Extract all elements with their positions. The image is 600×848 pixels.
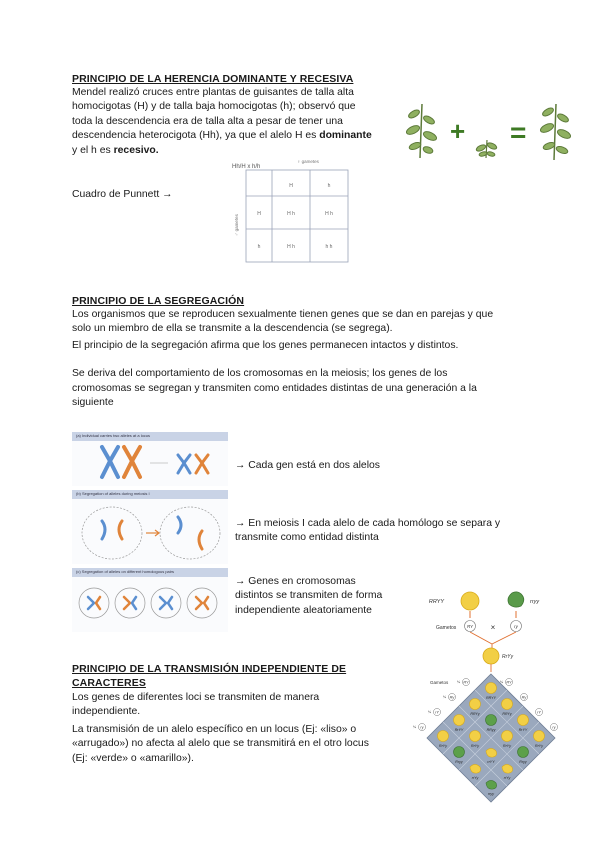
gamete-ry-small: ry	[514, 624, 518, 629]
gamete-top: RY	[506, 680, 512, 685]
quarter-fraction: ¼	[443, 695, 446, 699]
yellow-pea-icon	[534, 731, 545, 742]
segregation-figure	[72, 432, 228, 632]
text-line: Los organismos que se reproducen sexualmente tienen genes que se dan en parejas y que	[72, 309, 494, 320]
yellow-pea-icon	[470, 699, 481, 710]
punnett-row-header: H	[257, 211, 261, 217]
genotype-cell-label: rrYy	[503, 776, 511, 780]
punnett-label: Cuadro de Punnett →	[72, 189, 173, 200]
paragraph-segregation	[72, 308, 542, 410]
wrinkled-green-pea-icon	[508, 592, 524, 607]
f2-gametes-label: Gametos	[430, 680, 449, 685]
independent-chromosomes-illustration	[72, 577, 228, 632]
quarter-fraction: ¼	[428, 710, 431, 714]
punnett-cell: H h	[287, 244, 295, 250]
text-line: independiente.	[72, 706, 141, 718]
text-line: y el h es recesivo.	[72, 144, 159, 156]
genotype-cell-label: RrYy	[503, 744, 511, 748]
text-line: (Ej: «verde» o «amarillo»).	[72, 752, 194, 764]
genotype-cell-label: RrYy	[535, 744, 543, 748]
genotype-cell-label: RRYy	[502, 712, 512, 716]
plus-sign: +	[450, 116, 466, 146]
round-yellow-pea-icon	[461, 592, 479, 610]
punnett-cell: h h	[325, 244, 333, 250]
paragraph-dominant-recessive	[72, 86, 402, 158]
genotype-cell-label: RrYy	[471, 744, 479, 748]
figure-panel-b	[72, 490, 228, 564]
heading-segregation: PRINCIPIO DE LA SEGREGACIÓN	[72, 295, 245, 307]
genotype-cell-label: RRYy	[470, 712, 480, 716]
genotype-cell-label: RrYY	[454, 728, 464, 732]
punnett-col-header: h	[327, 183, 331, 189]
tall-plant-icon	[405, 104, 438, 158]
genotype-cell-label: rryy	[488, 792, 494, 796]
text-line: descendencia heterocigota (Hh), ya que el alelo H es dominante	[72, 130, 372, 142]
parent2-genotype: rryy	[530, 599, 540, 605]
text-line: toda la descendencia era de talla alta a pesar de tener una	[72, 115, 343, 127]
gamete-top: RY	[463, 680, 469, 685]
paragraph-independent-assortment	[72, 691, 402, 766]
quarter-fraction: ¼	[500, 680, 503, 684]
cross-symbol: ×	[490, 623, 496, 632]
note-meiosis: → En meiosis I cada alelo de cada homólogo se separa y transmite como entidad distinta	[235, 518, 501, 544]
heading-independent-assortment: PRINCIPIO DE LA TRANSMISIÓN INDEPENDIENTE DE CARACTERES	[72, 663, 347, 689]
f1-pea-icon	[483, 648, 499, 664]
yellow-pea-icon	[454, 715, 465, 726]
text-line: solo un miembro de ella se transmite a la descendencia (se segrega).	[72, 323, 393, 335]
yellow-pea-icon	[486, 683, 497, 694]
meiosis-cell-illustration	[72, 499, 228, 564]
genotype-cell-label: RRYY	[486, 696, 496, 700]
genotype-cell-label: RrYy	[439, 744, 447, 748]
yellow-pea-icon	[502, 699, 513, 710]
green-pea-icon	[518, 747, 529, 758]
genotype-cell-label: RrYY	[518, 728, 528, 732]
text-line: homocigotas (H) y de talla baja homocigotas (h); observó que	[72, 101, 356, 113]
punnett-col-header: H	[289, 183, 293, 189]
gametes-label: Gametos	[436, 625, 457, 631]
parent1-genotype: RRYY	[428, 599, 444, 605]
recessive-word: recesivo.	[113, 144, 159, 156]
text-line: Se deriva del comportamiento de los cromosomas en la meiosis; los genes de los	[72, 368, 448, 380]
genotype-cell-label: Rryy	[519, 760, 527, 764]
punnett-side-label: ♂ gametes	[234, 214, 239, 236]
punnett-top-label: ♀ gametes	[297, 159, 319, 164]
punnett-row-header: h	[257, 244, 261, 250]
gamete-top: ry	[552, 725, 556, 730]
gamete-top: Ry	[521, 695, 527, 700]
genotype-cell-label: RRyy	[486, 728, 496, 732]
dominant-word: dominante	[319, 130, 372, 142]
green-pea-icon	[454, 747, 465, 758]
yellow-pea-icon	[438, 731, 449, 742]
text-line: Mendel realizó cruces entre plantas de guisantes de talla alta	[72, 87, 354, 98]
punnett-cell: H h	[287, 211, 295, 217]
figure-caption: (a) Individual carries two alleles at a locus	[76, 433, 151, 438]
figure-panel-c	[72, 568, 228, 632]
text-line: «arrugado») no afecta al alelo que se transmitirá en el otro locus	[72, 738, 369, 750]
pea-plant-equation-figure	[402, 100, 580, 164]
yellow-pea-icon	[502, 731, 513, 742]
equals-sign: =	[510, 117, 527, 148]
gamete-top: rY	[537, 710, 541, 715]
punnett-cell: H h	[325, 211, 333, 217]
green-pea-icon	[486, 715, 497, 726]
text-line: La transmisión de un alelo específico en un locus (Ej: «liso» o	[72, 723, 357, 735]
text-line: cromosomas se segregan y transmiten como entidades distintas de una generación a la	[72, 382, 477, 394]
yellow-pea-icon	[518, 715, 529, 726]
figure-caption: (c) Segregation of alleles on different homologous pairs	[76, 569, 174, 574]
figure-caption: (b) Segregation of alleles during meiosis I	[76, 491, 150, 496]
note-two-alleles: → Cada gen está en dos alelos	[235, 460, 380, 471]
heading-dominant-recessive: PRINCIPIO DE LA HERENCIA DOMINANTE Y RECESIVA	[72, 73, 354, 85]
gamete-left: Ry	[449, 695, 455, 700]
punnett-square	[226, 156, 352, 266]
note-independent: → Genes en cromosomas distintos se transmiten de forma independiente aleatoriamente	[235, 576, 383, 616]
genotype-cell-label: rrYY	[487, 760, 495, 764]
gamete-left: ry	[420, 725, 424, 730]
f1-genotype: RrYy	[502, 654, 514, 660]
short-plant-icon	[475, 140, 497, 158]
chromosome-pair-illustration	[72, 441, 228, 486]
text-line: El principio de la segregación afirma que los genes permanecen intactos y distintos.	[72, 339, 459, 351]
punnett-cross-label: Hh/H x h/h	[232, 164, 261, 170]
tall-plant-icon	[539, 104, 572, 160]
gamete-ry-big: RY	[466, 624, 474, 629]
genotype-cell-label: Rryy	[455, 760, 463, 764]
dihybrid-cross-figure	[412, 584, 562, 806]
figure-panel-a	[72, 432, 228, 486]
yellow-pea-icon	[470, 731, 481, 742]
text-line: siguiente	[72, 397, 114, 409]
gamete-left: rY	[435, 710, 439, 715]
quarter-fraction: ¼	[457, 680, 460, 684]
text-line: Los genes de diferentes loci se transmiten de manera	[72, 692, 320, 703]
genotype-cell-label: rrYy	[471, 776, 479, 780]
quarter-fraction: ¼	[413, 725, 416, 729]
